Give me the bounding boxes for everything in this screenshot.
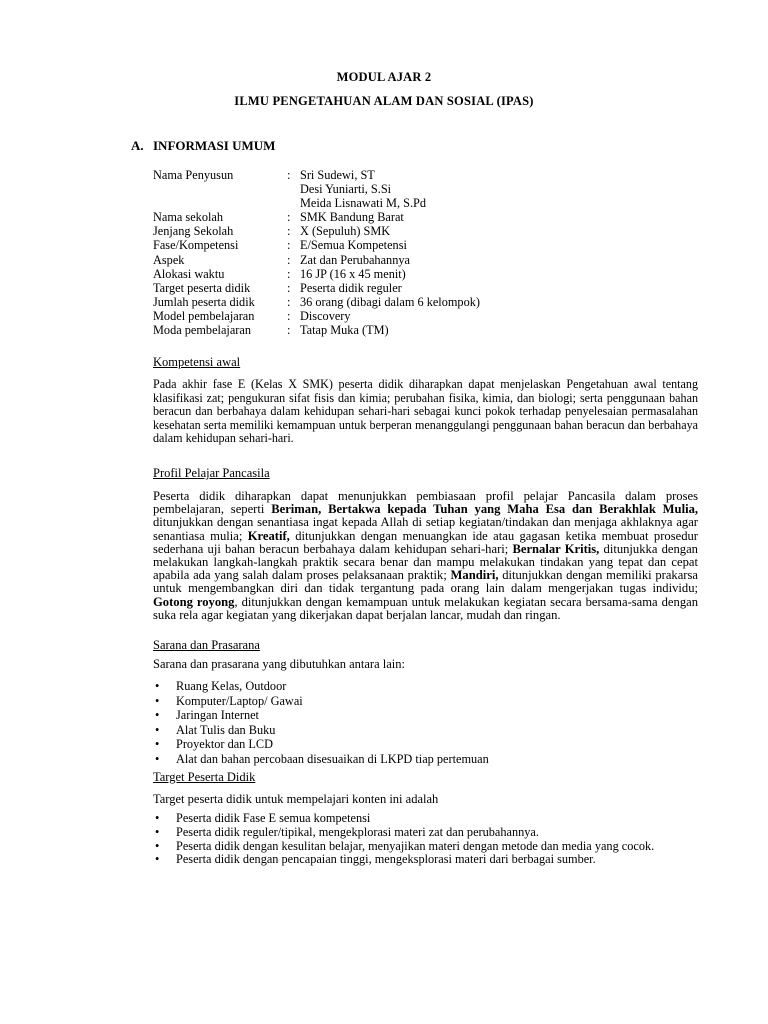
info-row-penyusun <box>153 168 713 182</box>
list-item: • Proyektor dan LCD <box>155 737 273 752</box>
list-item: • Peserta didik reguler/tipikal, mengekplorasi materi zat dan perubahannya. <box>155 824 539 839</box>
profil-text: , ditunjukkan dengan kemampuan untuk melakukan kegiatan secara bersama-sama dengan suka rela agar kegiatan yang dikerjakan dapat berjalan lancar, mudah dan ringan. <box>153 594 698 622</box>
info-colon: : <box>287 323 291 338</box>
info-label: Jumlah peserta didik <box>153 294 255 309</box>
profil-value-gotong-royong: Gotong royong <box>153 594 235 609</box>
info-value: 16 JP (16 x 45 menit) <box>300 266 406 281</box>
info-colon: : <box>287 224 291 239</box>
list-item: • Peserta didik Fase E semua kompetensi <box>155 811 371 825</box>
info-value: E/Semua Kompetensi <box>300 238 407 253</box>
info-value: Desi Yuniarti, S.Si <box>300 182 392 197</box>
bullet-icon: • <box>155 751 160 766</box>
info-row-moda <box>153 323 713 337</box>
kompetensi-paragraph: Pada akhir fase E (Kelas X SMK) peserta didik diharapkan dapat menjelaskan Pengetahuan awal tentang klasifikasi zat; pengukuran sifat fisis dan kimia; perubahan fisika, kimia, dan biologi; serta penggunaan bahan beracun dan berbahaya dalam kehidupan sehari-hari sebagai kunci pokok terhadap penyelesaian permasalahan kesehatan serta memiliki kemampuan untuk berperan menanggulangi penggunaan bahan beracun dan berbahaya dalam kehidupan sehari-hari. <box>153 377 698 446</box>
info-row-penyusun-2 <box>153 182 713 196</box>
bullet-icon: • <box>155 693 160 708</box>
profil-text: ditunjukka dengan melakukan langkah-langkah praktik secara benar dan mampu melakukan tindakan yang tepat dan cepat apabila ada yang salah dalam proses pelaksanaan praktik; <box>153 541 698 583</box>
info-value: Discovery <box>300 308 351 323</box>
info-row-jenjang <box>153 224 713 238</box>
info-label: Fase/Kompetensi <box>153 238 239 253</box>
target-list <box>153 812 698 867</box>
info-row-fase <box>153 238 713 252</box>
info-colon: : <box>287 280 291 295</box>
list-item: • Jaringan Internet <box>155 708 259 723</box>
info-label: Nama sekolah <box>153 210 223 225</box>
info-colon: : <box>287 252 291 267</box>
info-colon: : <box>287 238 291 253</box>
info-row-penyusun-3 <box>153 196 713 210</box>
info-value: SMK Bandung Barat <box>300 210 404 225</box>
info-colon: : <box>287 266 291 281</box>
list-item: • Komputer/Laptop/ Gawai <box>155 693 303 708</box>
profil-text: ditunjukkan dengan menuangkan ide atau gagasan ketika membuat prosedur sederhana uji bahan beracun berbahaya dalam kehidupan sehari-hari; <box>153 528 698 556</box>
profil-text: ditunjukkan dengan senantiasa ingat kepada Allah di setiap kegiatan/tindakan dan menjaga akhlaknya agar senantiasa mulia; <box>153 515 698 543</box>
target-heading: Target Peserta Didik <box>153 770 256 784</box>
sarana-heading: Sarana dan Prasarana <box>153 638 260 652</box>
section-a-letter: A. <box>131 138 144 153</box>
info-value: Meida Lisnawati M, S.Pd <box>300 196 427 211</box>
list-item: • Alat Tulis dan Buku <box>155 722 276 737</box>
info-label: Moda pembelajaran <box>153 323 251 338</box>
info-row-aspek <box>153 253 713 267</box>
list-item: • Ruang Kelas, Outdoor <box>155 679 287 693</box>
bullet-icon: • <box>155 708 160 723</box>
profil-text: Peserta didik diharapkan dapat menunjukkan pembiasaan profil pelajar Pancasila dalam proses pembelajaran, seperti <box>153 489 698 517</box>
bullet-icon: • <box>155 824 160 839</box>
info-row-jumlah <box>153 295 713 309</box>
info-label: Aspek <box>153 252 185 267</box>
sarana-list <box>153 679 698 767</box>
profil-heading: Profil Pelajar Pancasila <box>153 466 270 480</box>
info-label: Jenjang Sekolah <box>153 224 234 239</box>
info-colon: : <box>287 168 291 182</box>
info-row-sekolah <box>153 210 713 224</box>
module-subtitle: ILMU PENGETAHUAN ALAM DAN SOSIAL (IPAS) <box>234 94 534 108</box>
profil-value-bernalar-kritis: Bernalar Kritis, <box>512 541 600 556</box>
bullet-icon: • <box>155 679 160 693</box>
kompetensi-heading: Kompetensi awal <box>153 355 241 369</box>
info-value: Peserta didik reguler <box>300 280 402 295</box>
bullet-icon: • <box>155 811 160 825</box>
info-colon: : <box>287 308 291 323</box>
info-value: Sri Sudewi, ST <box>300 168 375 182</box>
info-label: Target peserta didik <box>153 280 251 295</box>
list-item: • Peserta didik dengan kesulitan belajar, menyajikan materi dengan metode dan media yang cocok. <box>155 838 655 853</box>
section-a-title: INFORMASI UMUM <box>153 138 276 153</box>
profil-value-mandiri: Mandiri, <box>450 568 499 583</box>
info-value: X (Sepuluh) SMK <box>300 224 391 239</box>
info-row-model <box>153 309 713 323</box>
bullet-icon: • <box>155 852 160 867</box>
bullet-icon: • <box>155 737 160 752</box>
info-label: Nama Penyusun <box>153 168 234 182</box>
profil-paragraph <box>153 490 698 622</box>
bullet-icon: • <box>155 838 160 853</box>
info-row-alokasi <box>153 267 713 281</box>
target-intro: Target peserta didik untuk mempelajari konten ini adalah <box>153 792 439 806</box>
info-value: Zat dan Perubahannya <box>300 252 410 267</box>
list-item: • Peserta didik dengan pencapaian tinggi, mengeksplorasi materi dari berbagai sumber. <box>155 852 596 867</box>
info-colon: : <box>287 294 291 309</box>
profil-value-kreatif: Kreatif, <box>247 528 290 543</box>
info-value: Tatap Muka (TM) <box>300 323 389 338</box>
profil-text: ditunjukkan dengan memiliki prakarsa untuk mengembangkan diri dan tidak tergantung pada orang lain dalam mengerjakan tugas individu; <box>153 568 698 596</box>
profil-value-beriman: Beriman, Bertakwa kepada Tuhan yang Maha Esa dan Berakhlak Mulia, <box>271 502 699 517</box>
bullet-icon: • <box>155 722 160 737</box>
info-value: 36 orang (dibagi dalam 6 kelompok) <box>300 294 480 309</box>
section-a-heading <box>131 138 275 154</box>
info-label: Alokasi waktu <box>153 266 225 281</box>
info-label: Model pembelajaran <box>153 308 255 323</box>
module-title: MODUL AJAR 2 <box>336 70 432 84</box>
info-row-target <box>153 281 713 295</box>
list-item: • Alat dan bahan percobaan disesuaikan di LKPD tiap pertemuan <box>155 751 489 766</box>
sarana-intro: Sarana dan prasarana yang dibutuhkan antara lain: <box>153 657 405 671</box>
info-colon: : <box>287 210 291 225</box>
general-info-table <box>153 168 713 337</box>
